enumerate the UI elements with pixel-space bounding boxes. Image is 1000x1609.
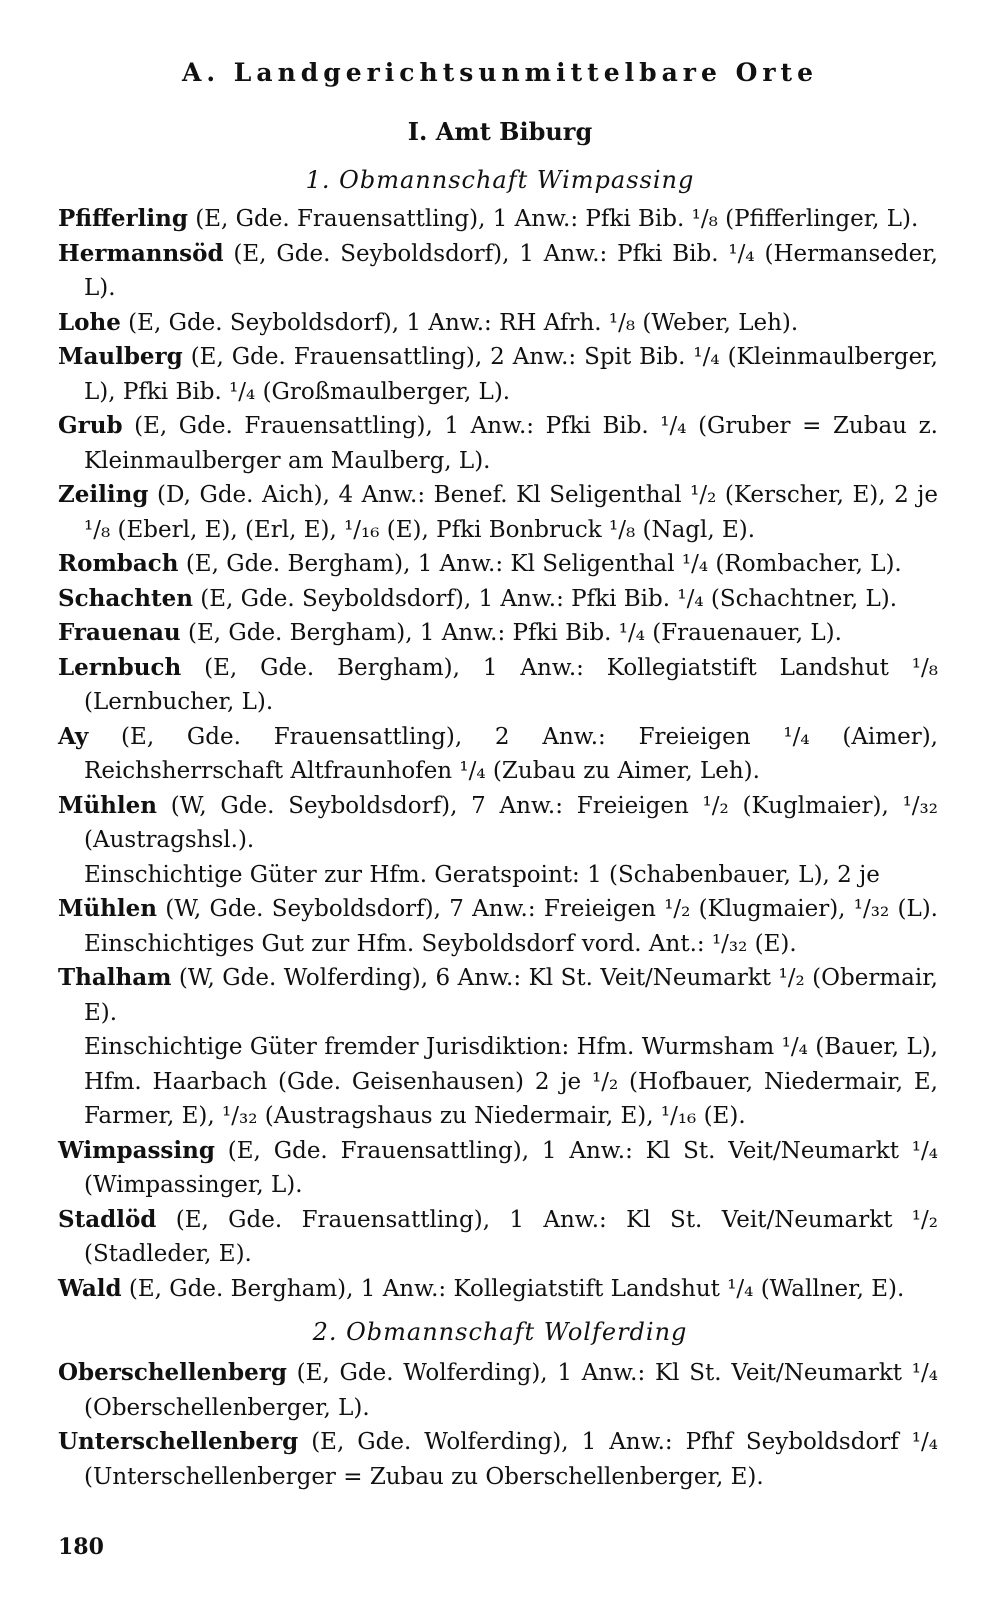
entry-text: (E, Gde. Frauensattling), 2 Anw.: Spit Bib. ¹/₄ (Kleinmaulberger, L), Pfki Bib. ¹/₄ (Großmaulberger, L). <box>84 344 938 405</box>
entry-text: (E, Gde. Bergham), 1 Anw.: Pfki Bib. ¹/₄ (Frauenauer, L). <box>180 620 842 646</box>
entry-text: (E, Gde. Seyboldsdorf), 1 Anw.: Pfki Bib. ¹/₄ (Schachtner, L). <box>192 585 898 612</box>
place-name: Mühlen <box>58 895 157 922</box>
place-name: Lohe <box>58 308 121 336</box>
entry <box>58 1134 938 1203</box>
entry <box>58 1272 938 1307</box>
entry-text: (E, Gde. Bergham), 1 Anw.: Kollegiatstift Landshut ¹/₄ (Wallner, E). <box>121 1275 905 1302</box>
place-name: Wimpassing <box>58 1136 215 1164</box>
entry-text: (E, Gde. Bergham), 1 Anw.: Kl Seligenthal ¹/₄ (Rombacher, L). <box>178 551 902 577</box>
place-name: Pfifferling <box>58 205 188 232</box>
place-name: Oberschellenberg <box>58 1359 287 1386</box>
place-name: Maulberg <box>58 343 183 370</box>
entry <box>58 1203 938 1272</box>
entry-text: (E, Gde. Wolferding), 1 Anw.: Pfhf Seyboldsdorf ¹/₄ (Unterschellenberger = Zubau zu Oberschellenberger, E). <box>84 1429 938 1490</box>
entry <box>58 616 938 651</box>
entry-text: (W, Gde. Wolferding), 6 Anw.: Kl St. Veit/Neumarkt ¹/₂ (Obermair, E). <box>84 965 938 1026</box>
entry <box>58 237 938 306</box>
entry <box>58 789 938 858</box>
entry <box>58 478 938 547</box>
entry <box>58 409 938 478</box>
entry-text: (E, Gde. Bergham), 1 Anw.: Kollegiatstift Landshut ¹/₈ (Lernbucher, L). <box>84 654 938 715</box>
entry <box>58 340 938 409</box>
place-name: Stadlöd <box>58 1205 157 1233</box>
place-name: Hermannsöd <box>58 239 224 267</box>
entry <box>58 306 938 341</box>
place-name: Lernbuch <box>58 653 182 681</box>
page-number: 180 <box>58 1534 104 1560</box>
place-name: Zeiling <box>58 481 149 508</box>
entry-text: (D, Gde. Aich), 4 Anw.: Benef. Kl Seligenthal ¹/₂ (Kerscher, E), 2 je ¹/₈ (Eberl, E), (Erl, E), ¹/₁₆ (E), Pfki Bonbruck ¹/₈ (Nagl, E). <box>84 482 938 543</box>
amt-title: I. Amt Biburg <box>407 117 593 146</box>
place-name: Wald <box>58 1274 122 1302</box>
place-name: Unterschellenberg <box>58 1428 299 1455</box>
entry <box>58 961 938 1030</box>
entry-text: (W, Gde. Seyboldsdorf), 7 Anw.: Freieigen ¹/₂ (Klugmaier), ¹/₃₂ (L). Einschichtiges Gut zur Hfm. Seyboldsdorf vord. Ant.: ¹/₃₂ (E). <box>84 896 938 957</box>
place-name: Rombach <box>58 550 179 577</box>
entry-text: (E, Gde. Seyboldsdorf), 1 Anw.: Pfki Bib. ¹/₄ (Hermanseder, L). <box>84 240 938 301</box>
place-name: Grub <box>58 412 123 439</box>
place-name: Mühlen <box>58 791 157 819</box>
entry <box>58 547 938 582</box>
entry-text: (E, Gde. Frauensattling), 1 Anw.: Kl St. Veit/Neumarkt ¹/₂ (Stadleder, E). <box>84 1206 938 1267</box>
place-name: Schachten <box>58 584 193 612</box>
entry <box>58 202 938 237</box>
entry <box>58 651 938 720</box>
entry-text: (E, Gde. Frauensattling), 1 Anw.: Kl St. Veit/Neumarkt ¹/₄ (Wimpassinger, L). <box>84 1137 938 1198</box>
entry-note: Einschichtige Güter zur Hfm. Geratspoint: 1 (Schabenbauer, L), 2 je <box>84 861 880 888</box>
part-title: A. Landgerichtsunmittelbare Orte <box>182 58 818 87</box>
entry-text: (E, Gde. Frauensattling), 1 Anw.: Pfki Bib. ¹/₄ (Gruber = Zubau z. Kleinmaulberger am Maulberg, L). <box>84 413 938 474</box>
entry <box>58 582 938 617</box>
entry-list-wimpassing <box>58 202 938 1306</box>
section-title-wimpassing: 1. Obmannschaft Wimpassing <box>305 166 695 194</box>
entry <box>58 892 938 961</box>
place-name: Frauenau <box>58 619 181 646</box>
place-name: Ay <box>58 722 89 750</box>
entry-text: (E, Gde. Wolferding), 1 Anw.: Kl St. Veit/Neumarkt ¹/₄ (Oberschellenberger, L). <box>84 1360 938 1421</box>
entry-text: (W, Gde. Seyboldsdorf), 7 Anw.: Freieigen ¹/₂ (Kuglmaier), ¹/₃₂ (Austragshsl.). <box>84 792 938 853</box>
entry-text: (E, Gde. Frauensattling), 1 Anw.: Pfki Bib. ¹/₈ (Pfifferlinger, L). <box>187 206 919 232</box>
entry <box>58 1356 938 1425</box>
section-title-wolferding: 2. Obmannschaft Wolferding <box>312 1318 688 1346</box>
entry-note: Einschichtige Güter fremder Jurisdiktion: Hfm. Wurmsham ¹/₄ (Bauer, L), Hfm. Haarbach (Gde. Geisenhausen) 2 je ¹/₂ (Hofbauer, Niedermair, E, Farmer, E), ¹/₃₂ (Austragshaus zu Niedermair, E), ¹/₁₆ (E). <box>84 1034 938 1129</box>
entry-text: (E, Gde. Frauensattling), 2 Anw.: Freieigen ¹/₄ (Aimer), Reichsherrschaft Altfraunhofen ¹/₄ (Zubau zu Aimer, Leh). <box>84 723 938 784</box>
entry-list-wolferding <box>58 1356 938 1494</box>
entry-text: (E, Gde. Seyboldsdorf), 1 Anw.: RH Afrh. ¹/₈ (Weber, Leh). <box>120 309 799 336</box>
place-name: Thalham <box>58 964 172 991</box>
entry <box>58 1425 938 1494</box>
entry <box>58 720 938 789</box>
